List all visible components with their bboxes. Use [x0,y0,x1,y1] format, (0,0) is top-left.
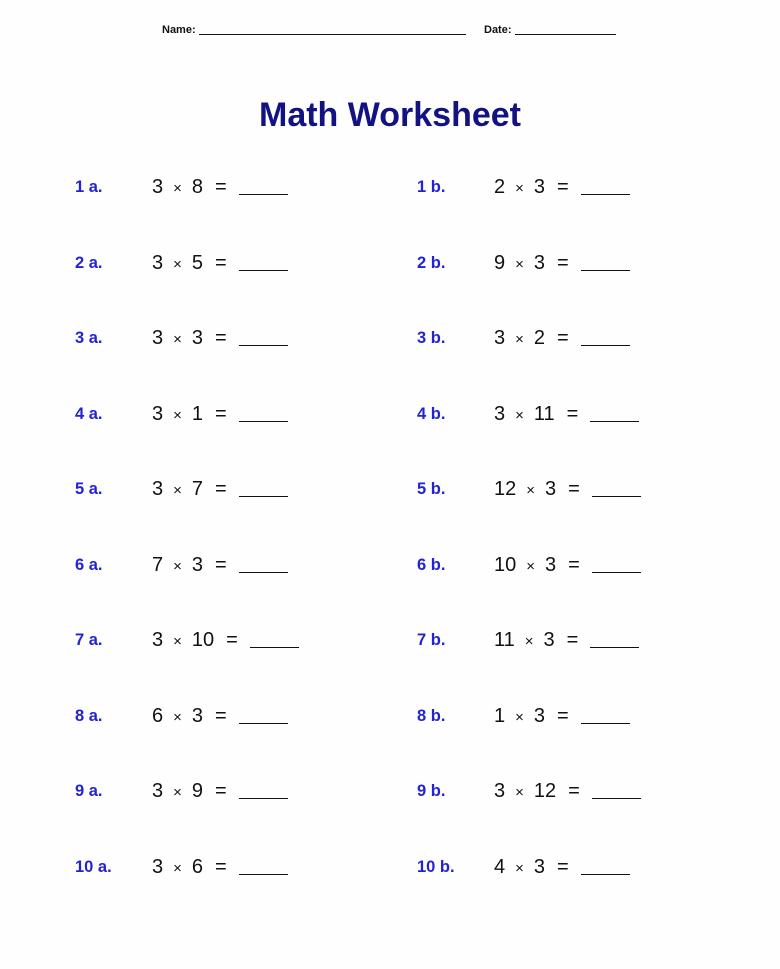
problem-expression [152,325,288,353]
multiply-sign: × [515,784,524,801]
answer-blank[interactable] [239,174,288,195]
operand-a: 6 [152,704,164,727]
operand-a: 9 [494,251,506,274]
answer-blank[interactable] [239,552,288,573]
equals-sign: = [215,327,227,349]
problem-expression [494,401,639,429]
answer-blank[interactable] [239,854,288,875]
problem-expression [494,174,630,202]
operand-b: 5 [191,251,204,274]
equals-sign: = [557,251,569,274]
problem-label: 5 b. [417,480,446,498]
operand-a: 3 [152,478,164,500]
multiply-sign: × [515,331,524,348]
problem-expression [494,627,639,655]
operand-a: 4 [494,855,506,878]
answer-blank[interactable] [239,401,288,422]
operand-b: 3 [543,629,555,651]
answer-blank[interactable] [239,778,288,799]
date-label: Date: [484,24,512,36]
answer-blank[interactable] [239,250,288,271]
multiply-sign: × [173,708,182,726]
answer-blank[interactable] [581,250,630,271]
operand-a: 3 [152,327,164,349]
multiply-sign: × [173,180,182,197]
multiply-sign: × [173,633,182,650]
operand-a: 1 [494,704,506,727]
multiply-sign: × [515,859,524,877]
equals-sign: = [568,478,580,500]
equals-sign: = [215,704,227,727]
multiply-sign: × [173,331,182,348]
problem-expression [494,325,630,353]
problem-expression [152,401,288,429]
page-title: Math Worksheet [259,96,521,134]
problem-label: 1 b. [417,178,446,196]
answer-blank[interactable] [590,627,639,648]
operand-b: 7 [191,478,204,500]
problem-expression [494,476,641,504]
problem-label: 2 a. [75,253,103,272]
problem-expression [494,703,630,731]
problem-expression [152,552,288,580]
problem-expression [152,174,288,202]
operand-b: 3 [545,553,557,576]
equals-sign: = [557,176,569,198]
operand-a: 7 [152,553,164,576]
answer-blank[interactable] [590,401,639,422]
multiply-sign: × [173,255,182,273]
operand-a: 11 [494,629,515,651]
operand-b: 3 [533,176,546,198]
operand-a: 3 [152,629,164,651]
operand-b: 3 [191,704,204,727]
operand-b: 3 [191,327,204,349]
multiply-sign: × [515,708,524,726]
problem-label: 1 a. [75,178,103,196]
problem-label: 3 b. [417,329,446,347]
multiply-sign: × [526,482,536,499]
operand-b: 1 [191,402,204,425]
problem-expression [152,627,299,655]
problem-expression [494,854,630,882]
multiply-sign: × [515,406,524,424]
problem-expression [152,250,288,278]
problem-label: 4 a. [75,404,103,423]
answer-blank[interactable] [581,174,630,195]
problem-label: 5 a. [75,480,103,498]
operand-a: 3 [494,327,506,349]
equals-sign: = [226,629,238,651]
equals-sign: = [215,553,227,576]
problem-label: 8 b. [417,706,446,725]
operand-b: 3 [533,855,546,878]
operand-a: 3 [152,251,164,274]
problem-label: 6 a. [75,555,103,574]
answer-blank[interactable] [581,325,630,346]
equals-sign: = [557,855,569,878]
equals-sign: = [568,553,580,576]
equals-sign: = [566,402,579,425]
equals-sign: = [215,780,227,802]
operand-a: 2 [494,176,506,198]
multiply-sign: × [526,557,536,575]
operand-a: 3 [152,855,164,878]
operand-b: 11 [533,402,555,425]
operand-a: 3 [494,780,506,802]
problem-label: 9 a. [75,782,103,800]
answer-blank[interactable] [581,854,630,875]
equals-sign: = [215,478,227,500]
operand-b: 2 [533,327,546,349]
answer-blank[interactable] [592,476,641,497]
operand-a: 10 [494,553,517,576]
equals-sign: = [215,855,227,878]
problem-expression [494,250,630,278]
equals-sign: = [215,251,227,274]
answer-blank[interactable] [592,778,641,799]
problem-label: 4 b. [417,404,446,423]
operand-b: 3 [533,704,546,727]
multiply-sign: × [173,482,182,499]
problem-expression [152,778,288,806]
problem-expression [152,476,288,504]
multiply-sign: × [524,633,534,650]
equals-sign: = [568,780,580,802]
problem-expression [494,552,641,580]
answer-blank[interactable] [592,552,641,573]
equals-sign: = [566,629,579,651]
problem-expression [152,703,288,731]
problem-label: 10 b. [417,857,455,876]
multiply-sign: × [173,557,182,575]
problem-label: 2 b. [417,253,446,272]
operand-a: 3 [494,402,506,425]
operand-b: 10 [191,629,215,651]
problem-label: 10 a. [75,857,112,876]
problem-label: 6 b. [417,555,446,574]
answer-blank[interactable] [239,703,288,724]
answer-blank[interactable] [239,325,288,346]
equals-sign: = [215,176,227,198]
operand-b: 6 [191,855,204,878]
problem-label: 7 b. [417,631,446,649]
multiply-sign: × [173,406,182,424]
operand-b: 3 [191,553,204,576]
multiply-sign: × [173,784,182,801]
problem-label: 9 b. [417,782,446,800]
equals-sign: = [557,704,569,727]
multiply-sign: × [515,255,524,273]
answer-blank[interactable] [239,476,288,497]
operand-a: 3 [152,780,164,802]
operand-a: 12 [494,478,517,500]
answer-blank[interactable] [250,627,299,648]
problem-label: 7 a. [75,631,103,649]
equals-sign: = [557,327,569,349]
problem-expression [152,854,288,882]
problem-label: 8 a. [75,706,103,725]
operand-b: 9 [191,780,204,802]
equals-sign: = [215,402,227,425]
operand-a: 3 [152,176,164,198]
multiply-sign: × [173,859,182,877]
answer-blank[interactable] [581,703,630,724]
multiply-sign: × [515,180,524,197]
operand-b: 12 [533,780,557,802]
operand-b: 3 [533,251,546,274]
problem-expression [494,778,641,806]
problem-label: 3 a. [75,329,103,347]
operand-a: 3 [152,402,164,425]
operand-b: 3 [545,478,557,500]
name-label: Name: [162,24,196,36]
operand-b: 8 [191,176,204,198]
